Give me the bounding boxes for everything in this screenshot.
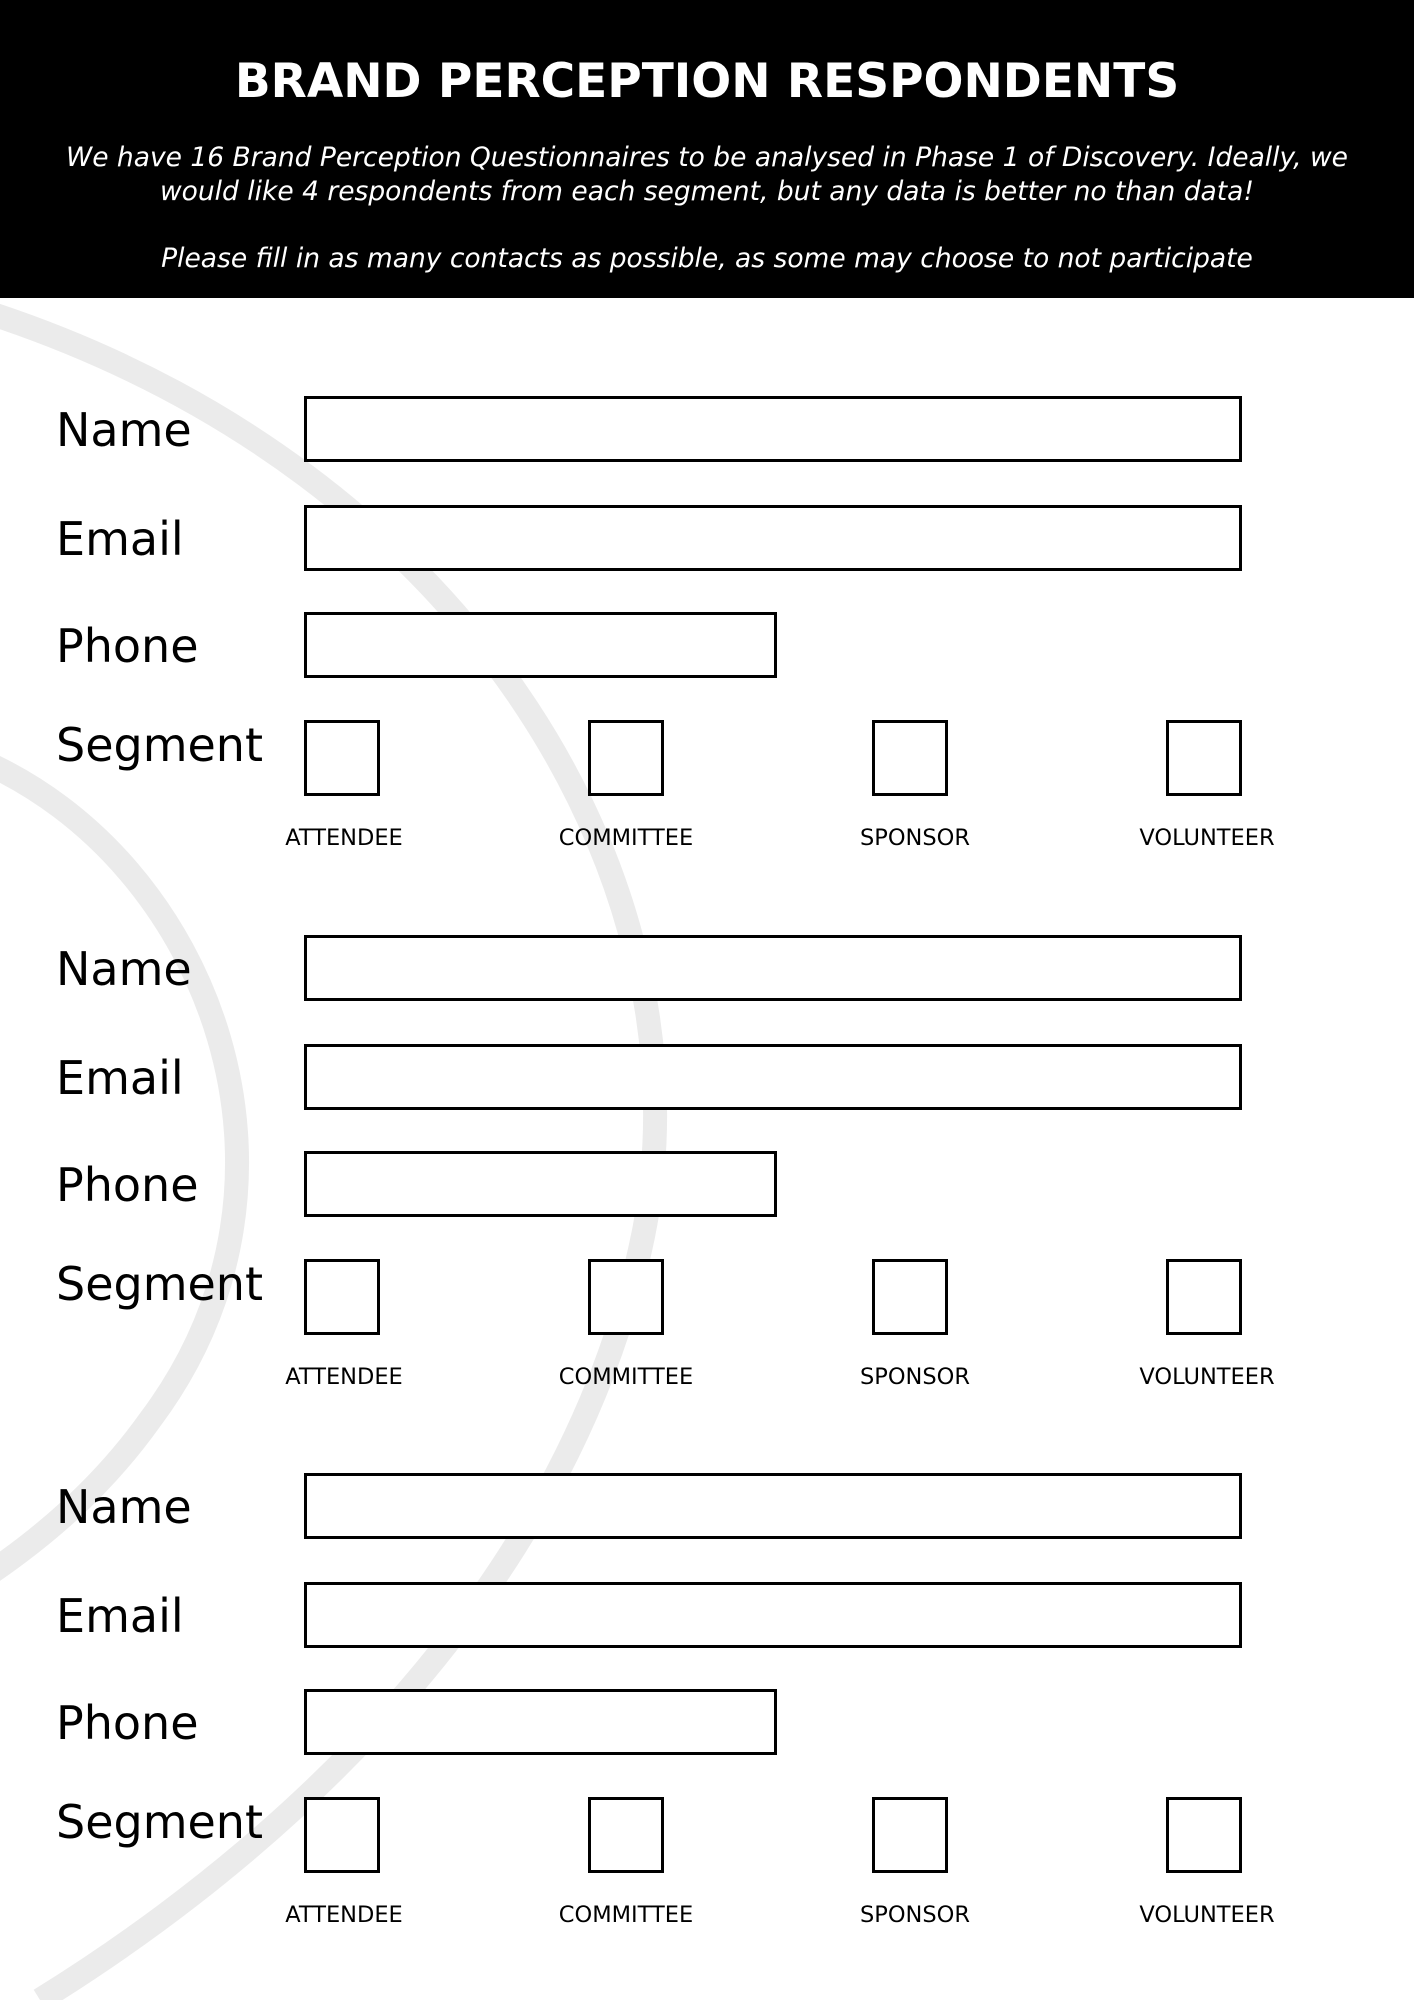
- volunteer-checkbox[interactable]: [1166, 1797, 1242, 1873]
- email-field[interactable]: [304, 1582, 1242, 1648]
- phone-label: Phone: [56, 619, 199, 673]
- attendee-checkbox[interactable]: [304, 720, 380, 796]
- instruction-text: Please fill in as many contacts as possible, as some may choose to not participate: [161, 243, 1253, 274]
- committee-checkbox[interactable]: [588, 1797, 664, 1873]
- email-label: Email: [56, 512, 184, 566]
- email-field[interactable]: [304, 1044, 1242, 1110]
- phone-label: Phone: [56, 1158, 199, 1212]
- name-label: Name: [56, 403, 192, 457]
- name-field[interactable]: [304, 396, 1242, 462]
- page-title: BRAND PERCEPTION RESPONDENTS: [234, 54, 1180, 109]
- attendee-label: ATTENDEE: [285, 1902, 403, 1928]
- sponsor-checkbox[interactable]: [872, 1797, 948, 1873]
- segment-label: Segment: [56, 718, 263, 772]
- committee-checkbox[interactable]: [588, 720, 664, 796]
- committee-label: COMMITTEE: [558, 1364, 694, 1390]
- phone-label: Phone: [56, 1696, 199, 1750]
- name-label: Name: [56, 1480, 192, 1534]
- email-label: Email: [56, 1589, 184, 1643]
- respondent-block-3: [0, 1473, 1414, 1953]
- committee-label: COMMITTEE: [558, 825, 694, 851]
- committee-label: COMMITTEE: [558, 1902, 694, 1928]
- respondent-block-1: [0, 396, 1414, 876]
- segment-label: Segment: [56, 1795, 263, 1849]
- email-label: Email: [56, 1051, 184, 1105]
- phone-field[interactable]: [304, 1689, 777, 1755]
- sponsor-label: SPONSOR: [859, 825, 971, 851]
- volunteer-checkbox[interactable]: [1166, 720, 1242, 796]
- name-label: Name: [56, 942, 192, 996]
- attendee-checkbox[interactable]: [304, 1259, 380, 1335]
- attendee-label: ATTENDEE: [285, 825, 403, 851]
- respondent-block-2: [0, 935, 1414, 1415]
- name-field[interactable]: [304, 1473, 1242, 1539]
- volunteer-label: VOLUNTEER: [1139, 1902, 1275, 1928]
- phone-field[interactable]: [304, 1151, 777, 1217]
- email-field[interactable]: [304, 505, 1242, 571]
- sponsor-checkbox[interactable]: [872, 720, 948, 796]
- sponsor-checkbox[interactable]: [872, 1259, 948, 1335]
- segment-label: Segment: [56, 1257, 263, 1311]
- intro-text: We have 16 Brand Perception Questionnaires to be analysed in Phase 1 of Discovery. Ideally, we would like 4 respondents from each segment, but any data is better no than data!: [66, 142, 1348, 207]
- sponsor-label: SPONSOR: [859, 1902, 971, 1928]
- volunteer-label: VOLUNTEER: [1139, 1364, 1275, 1390]
- name-field[interactable]: [304, 935, 1242, 1001]
- page-header: [0, 0, 1414, 298]
- sponsor-label: SPONSOR: [859, 1364, 971, 1390]
- phone-field[interactable]: [304, 612, 777, 678]
- committee-checkbox[interactable]: [588, 1259, 664, 1335]
- volunteer-label: VOLUNTEER: [1139, 825, 1275, 851]
- attendee-checkbox[interactable]: [304, 1797, 380, 1873]
- volunteer-checkbox[interactable]: [1166, 1259, 1242, 1335]
- attendee-label: ATTENDEE: [285, 1364, 403, 1390]
